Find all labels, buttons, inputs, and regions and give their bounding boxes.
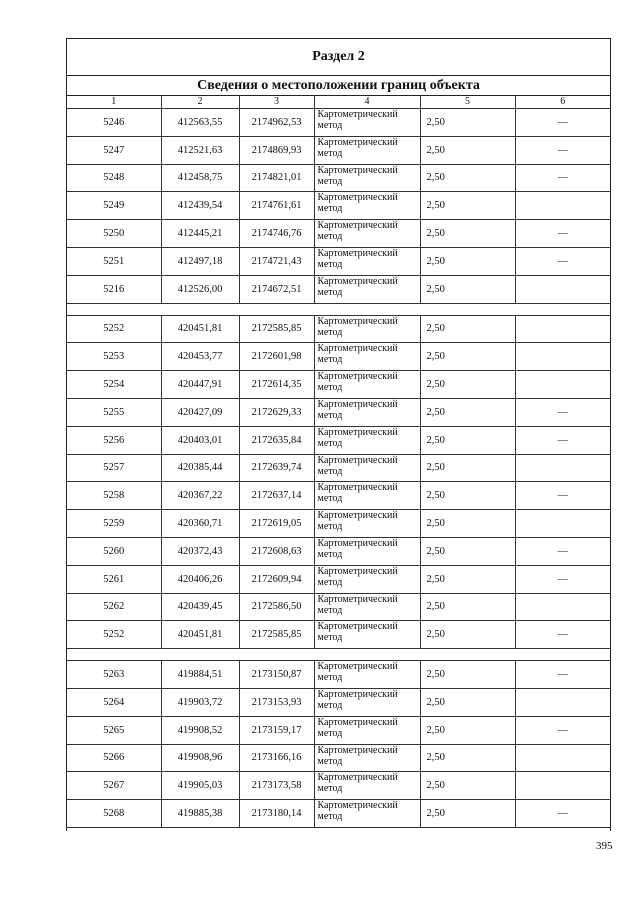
- column-header: 5: [420, 96, 515, 109]
- y-coordinate-cell: 2174761,61: [239, 192, 314, 220]
- column-header: 4: [314, 96, 420, 109]
- method-cell: Картометрический метод: [314, 220, 420, 248]
- precision-cell: 2,50: [420, 109, 515, 137]
- description-cell: [515, 371, 610, 399]
- table-row: [67, 275, 610, 303]
- y-coordinate-cell: 2174746,76: [239, 220, 314, 248]
- y-coordinate-cell: 2172614,35: [239, 371, 314, 399]
- precision-cell: 2,50: [420, 482, 515, 510]
- x-coordinate-cell: 420453,77: [161, 343, 239, 371]
- point-number-cell: 5264: [67, 688, 161, 716]
- table-row: [67, 688, 610, 716]
- description-cell: —: [515, 482, 610, 510]
- precision-cell: 2,50: [420, 164, 515, 192]
- description-cell: [515, 593, 610, 621]
- document-frame: [66, 38, 611, 831]
- x-coordinate-cell: 420427,09: [161, 398, 239, 426]
- description-cell: —: [515, 426, 610, 454]
- x-coordinate-cell: 420406,26: [161, 565, 239, 593]
- point-number-cell: 5257: [67, 454, 161, 482]
- point-number-cell: 5251: [67, 247, 161, 275]
- precision-cell: 2,50: [420, 593, 515, 621]
- description-cell: [515, 772, 610, 800]
- x-coordinate-cell: 419885,38: [161, 800, 239, 828]
- precision-cell: 2,50: [420, 621, 515, 649]
- method-cell: Картометрический метод: [314, 688, 420, 716]
- precision-cell: 2,50: [420, 275, 515, 303]
- point-number-cell: 5265: [67, 716, 161, 744]
- method-cell: Картометрический метод: [314, 109, 420, 137]
- point-number-cell: 5263: [67, 661, 161, 689]
- precision-cell: 2,50: [420, 247, 515, 275]
- description-cell: —: [515, 565, 610, 593]
- column-header: 2: [161, 96, 239, 109]
- description-cell: —: [515, 661, 610, 689]
- precision-cell: 2,50: [420, 136, 515, 164]
- table-row: [67, 315, 610, 343]
- point-number-cell: 5246: [67, 109, 161, 137]
- x-coordinate-cell: 412521,63: [161, 136, 239, 164]
- description-cell: [515, 744, 610, 772]
- table-row: [67, 621, 610, 649]
- x-coordinate-cell: 420372,43: [161, 537, 239, 565]
- separator-cell: [67, 649, 610, 661]
- y-coordinate-cell: 2173159,17: [239, 716, 314, 744]
- table-row: [67, 800, 610, 828]
- section-subtitle: Сведения о местоположении границ объекта: [67, 76, 610, 96]
- description-cell: —: [515, 247, 610, 275]
- point-number-cell: 5267: [67, 772, 161, 800]
- point-number-cell: 5247: [67, 136, 161, 164]
- method-cell: Картометрический метод: [314, 192, 420, 220]
- point-number-cell: 5255: [67, 398, 161, 426]
- method-cell: Картометрический метод: [314, 164, 420, 192]
- y-coordinate-cell: 2173180,14: [239, 800, 314, 828]
- table-row: [67, 744, 610, 772]
- x-coordinate-cell: 420385,44: [161, 454, 239, 482]
- point-number-cell: 5259: [67, 510, 161, 538]
- table-header-row: [67, 96, 610, 109]
- column-header: 6: [515, 96, 610, 109]
- y-coordinate-cell: 2172629,33: [239, 398, 314, 426]
- table-row: [67, 371, 610, 399]
- table-row: [67, 220, 610, 248]
- method-cell: Картометрический метод: [314, 772, 420, 800]
- description-cell: [515, 192, 610, 220]
- table-row: [67, 716, 610, 744]
- description-cell: —: [515, 537, 610, 565]
- method-cell: Картометрический метод: [314, 371, 420, 399]
- table-separator-row: [67, 303, 610, 315]
- y-coordinate-cell: 2173153,93: [239, 688, 314, 716]
- x-coordinate-cell: 420451,81: [161, 621, 239, 649]
- table-row: [67, 192, 610, 220]
- precision-cell: 2,50: [420, 510, 515, 538]
- precision-cell: 2,50: [420, 661, 515, 689]
- y-coordinate-cell: 2174962,53: [239, 109, 314, 137]
- description-cell: [515, 510, 610, 538]
- table-row: [67, 109, 610, 137]
- description-cell: —: [515, 164, 610, 192]
- x-coordinate-cell: 412458,75: [161, 164, 239, 192]
- y-coordinate-cell: 2174672,51: [239, 275, 314, 303]
- precision-cell: 2,50: [420, 800, 515, 828]
- table-row: [67, 343, 610, 371]
- table-row: [67, 482, 610, 510]
- separator-cell: [67, 303, 610, 315]
- table-row: [67, 510, 610, 538]
- x-coordinate-cell: 412563,55: [161, 109, 239, 137]
- method-cell: Картометрический метод: [314, 744, 420, 772]
- table-row: [67, 136, 610, 164]
- method-cell: Картометрический метод: [314, 716, 420, 744]
- y-coordinate-cell: 2172585,85: [239, 315, 314, 343]
- method-cell: Картометрический метод: [314, 565, 420, 593]
- x-coordinate-cell: 419884,51: [161, 661, 239, 689]
- point-number-cell: 5266: [67, 744, 161, 772]
- point-number-cell: 5216: [67, 275, 161, 303]
- table-separator-row: [67, 649, 610, 661]
- page-number: 395: [596, 840, 613, 852]
- y-coordinate-cell: 2173150,87: [239, 661, 314, 689]
- method-cell: Картометрический метод: [314, 482, 420, 510]
- point-number-cell: 5262: [67, 593, 161, 621]
- precision-cell: 2,50: [420, 454, 515, 482]
- description-cell: —: [515, 109, 610, 137]
- table-row: [67, 164, 610, 192]
- point-number-cell: 5258: [67, 482, 161, 510]
- description-cell: —: [515, 398, 610, 426]
- description-cell: [515, 688, 610, 716]
- x-coordinate-cell: 419905,03: [161, 772, 239, 800]
- point-number-cell: 5252: [67, 621, 161, 649]
- method-cell: Картометрический метод: [314, 510, 420, 538]
- x-coordinate-cell: 420451,81: [161, 315, 239, 343]
- method-cell: Картометрический метод: [314, 247, 420, 275]
- precision-cell: 2,50: [420, 537, 515, 565]
- method-cell: Картометрический метод: [314, 136, 420, 164]
- method-cell: Картометрический метод: [314, 593, 420, 621]
- y-coordinate-cell: 2172601,98: [239, 343, 314, 371]
- x-coordinate-cell: 419903,72: [161, 688, 239, 716]
- description-cell: [515, 454, 610, 482]
- precision-cell: 2,50: [420, 371, 515, 399]
- y-coordinate-cell: 2172586,50: [239, 593, 314, 621]
- description-cell: —: [515, 136, 610, 164]
- point-number-cell: 5249: [67, 192, 161, 220]
- y-coordinate-cell: 2172639,74: [239, 454, 314, 482]
- x-coordinate-cell: 412439,54: [161, 192, 239, 220]
- precision-cell: 2,50: [420, 192, 515, 220]
- precision-cell: 2,50: [420, 315, 515, 343]
- method-cell: Картометрический метод: [314, 315, 420, 343]
- x-coordinate-cell: 420403,01: [161, 426, 239, 454]
- x-coordinate-cell: 420439,45: [161, 593, 239, 621]
- precision-cell: 2,50: [420, 716, 515, 744]
- y-coordinate-cell: 2172608,63: [239, 537, 314, 565]
- precision-cell: 2,50: [420, 744, 515, 772]
- table-row: [67, 537, 610, 565]
- description-cell: [515, 275, 610, 303]
- y-coordinate-cell: 2172635,84: [239, 426, 314, 454]
- table-row: [67, 426, 610, 454]
- point-number-cell: 5254: [67, 371, 161, 399]
- method-cell: Картометрический метод: [314, 800, 420, 828]
- x-coordinate-cell: 420360,71: [161, 510, 239, 538]
- table-row: [67, 661, 610, 689]
- description-cell: —: [515, 716, 610, 744]
- precision-cell: 2,50: [420, 426, 515, 454]
- precision-cell: 2,50: [420, 565, 515, 593]
- precision-cell: 2,50: [420, 688, 515, 716]
- description-cell: [515, 315, 610, 343]
- table-row: [67, 247, 610, 275]
- y-coordinate-cell: 2172637,14: [239, 482, 314, 510]
- column-header: 3: [239, 96, 314, 109]
- y-coordinate-cell: 2172609,94: [239, 565, 314, 593]
- y-coordinate-cell: 2173173,58: [239, 772, 314, 800]
- method-cell: Картометрический метод: [314, 275, 420, 303]
- x-coordinate-cell: 419908,96: [161, 744, 239, 772]
- description-cell: —: [515, 621, 610, 649]
- method-cell: Картометрический метод: [314, 537, 420, 565]
- method-cell: Картометрический метод: [314, 661, 420, 689]
- column-header: 1: [67, 96, 161, 109]
- description-cell: [515, 343, 610, 371]
- y-coordinate-cell: 2174869,93: [239, 136, 314, 164]
- table-row: [67, 398, 610, 426]
- x-coordinate-cell: 419908,52: [161, 716, 239, 744]
- x-coordinate-cell: 412526,00: [161, 275, 239, 303]
- x-coordinate-cell: 412445,21: [161, 220, 239, 248]
- precision-cell: 2,50: [420, 220, 515, 248]
- x-coordinate-cell: 420447,91: [161, 371, 239, 399]
- point-number-cell: 5250: [67, 220, 161, 248]
- point-number-cell: 5252: [67, 315, 161, 343]
- point-number-cell: 5248: [67, 164, 161, 192]
- point-number-cell: 5253: [67, 343, 161, 371]
- y-coordinate-cell: 2173166,16: [239, 744, 314, 772]
- precision-cell: 2,50: [420, 343, 515, 371]
- y-coordinate-cell: 2174821,01: [239, 164, 314, 192]
- section-title: Раздел 2: [67, 39, 610, 76]
- table-row: [67, 454, 610, 482]
- point-number-cell: 5256: [67, 426, 161, 454]
- point-number-cell: 5268: [67, 800, 161, 828]
- table-row: [67, 593, 610, 621]
- point-number-cell: 5261: [67, 565, 161, 593]
- table-row: [67, 772, 610, 800]
- point-number-cell: 5260: [67, 537, 161, 565]
- table-row: [67, 565, 610, 593]
- boundary-table: [67, 96, 610, 828]
- x-coordinate-cell: 412497,18: [161, 247, 239, 275]
- x-coordinate-cell: 420367,22: [161, 482, 239, 510]
- precision-cell: 2,50: [420, 772, 515, 800]
- description-cell: —: [515, 800, 610, 828]
- y-coordinate-cell: 2174721,43: [239, 247, 314, 275]
- description-cell: —: [515, 220, 610, 248]
- y-coordinate-cell: 2172619,05: [239, 510, 314, 538]
- y-coordinate-cell: 2172585,85: [239, 621, 314, 649]
- precision-cell: 2,50: [420, 398, 515, 426]
- method-cell: Картометрический метод: [314, 343, 420, 371]
- method-cell: Картометрический метод: [314, 454, 420, 482]
- method-cell: Картометрический метод: [314, 398, 420, 426]
- method-cell: Картометрический метод: [314, 621, 420, 649]
- method-cell: Картометрический метод: [314, 426, 420, 454]
